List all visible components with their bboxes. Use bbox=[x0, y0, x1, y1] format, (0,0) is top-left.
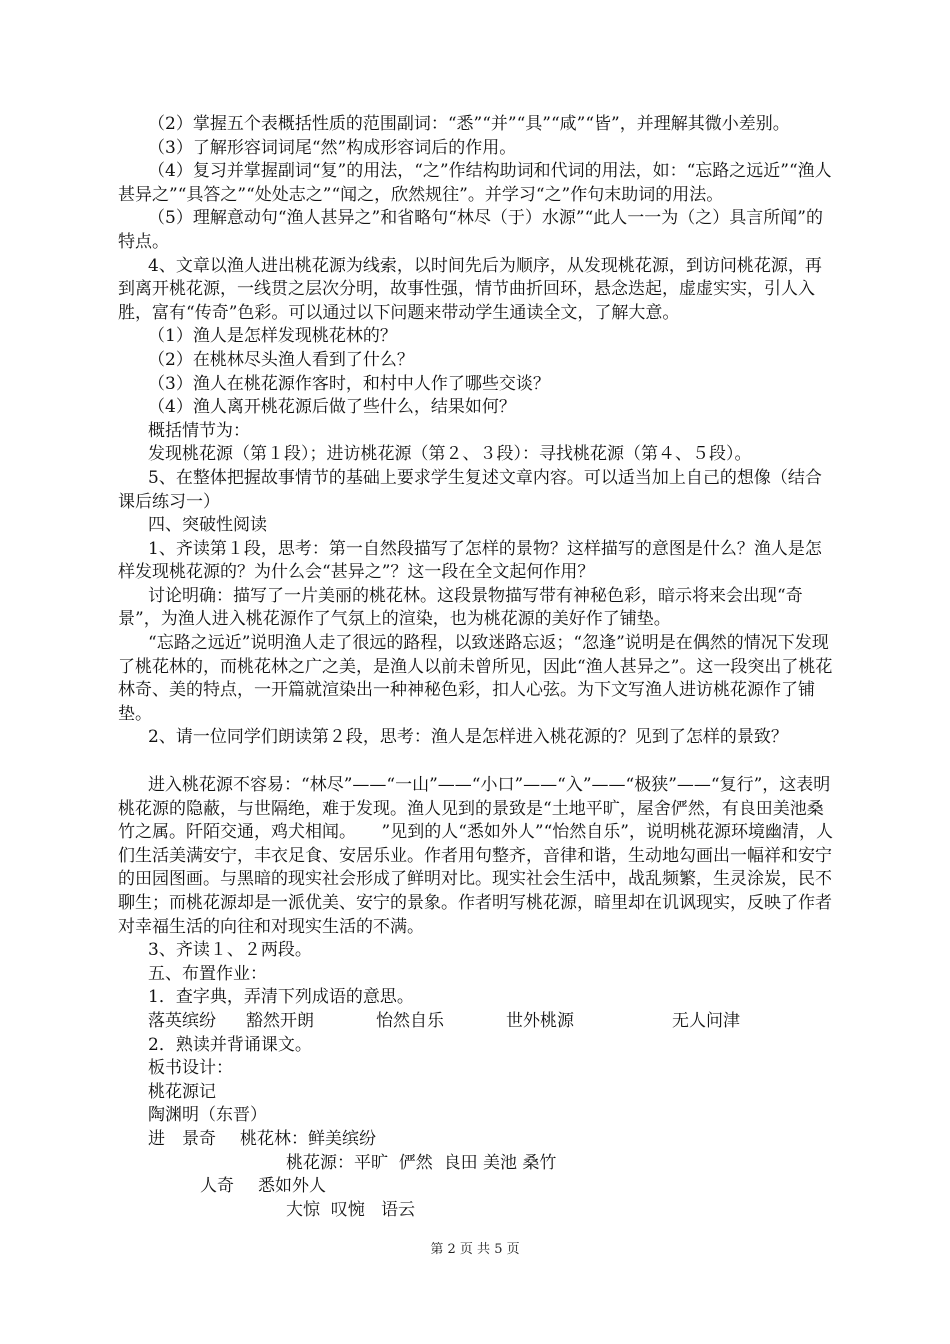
homework-2: 2．熟读并背诵课文。 bbox=[148, 1034, 312, 1055]
homework-1: 1．查字典，弄清下列成语的意思。 bbox=[148, 987, 414, 1008]
idiom-item: 豁然开朗 bbox=[246, 1010, 314, 1031]
plot-summary-label: 概括情节为： bbox=[148, 420, 250, 441]
board-peach-grove: 桃花林：鲜美缤纷 bbox=[240, 1128, 376, 1149]
discussion-2: “忘路之远近”说明渔人走了很远的路程，以致迷路忘返；“忽逢”说明是在偶然的情况下发现了桃花林的，而桃花林之广之美，是渔人以前未曾所见，因此“渔人甚异之”。这一段突出了桃花林奇、美的特点，一开篇就渲染出一种神秘色彩，扣人心弦。为下文写渔人进访桃花源作了铺垫。 bbox=[118, 633, 833, 724]
document-body bbox=[118, 113, 838, 1222]
page-footer: 第 2 页 共 5 页 bbox=[430, 1242, 520, 1257]
board-line-4 bbox=[118, 1199, 838, 1223]
idiom-item: 无人问津 bbox=[672, 1010, 740, 1031]
section-heading-reading: 四、突破性阅读 bbox=[148, 515, 267, 536]
idiom-item: 落英缤纷 bbox=[148, 1010, 216, 1031]
question-2: （2）在桃林尽头渔人看到了什么？ bbox=[148, 349, 414, 370]
discussion-1: 讨论明确：描写了一片美丽的桃花林。这段景物描写带有神秘色彩，暗示将来会出现“奇景”，为渔人进入桃花源作了气氛上的渲染，也为桃花源的美好作了铺垫。 bbox=[118, 585, 803, 630]
section-heading-homework: 五、布置作业： bbox=[148, 963, 267, 984]
board-line-3 bbox=[118, 1175, 838, 1199]
reading-task-3: 3、齐读１、２两段。 bbox=[148, 940, 312, 961]
board-title: 桃花源记 bbox=[148, 1081, 216, 1102]
board-author: 陶渊明（东晋） bbox=[148, 1105, 267, 1126]
board-scene-label: 进 景奇 bbox=[148, 1128, 216, 1149]
paragraph-sentence-types: （5）理解意动句“渔人甚异之”和省略句“林尽（于）水源”“此人一一为（之）具言所闻”的特点。 bbox=[118, 208, 823, 252]
plot-summary: 发现桃花源（第１段）；进访桃花源（第２、３段）：寻找桃花源（第４、５段）。 bbox=[148, 444, 752, 465]
paragraph-fu-zhi: （4）复习并掌握副词“复”的用法，“之”作结构助词和代词的用法，如：“忘路之远近”“渔人甚异之”“具答之”“处处志之”“闻之，欣然规往”。并学习“之”作句末助词的用法。 bbox=[118, 161, 832, 205]
board-people-desc: 悉如外人 bbox=[258, 1176, 326, 1197]
paragraph-clue: 4、文章以渔人进出桃花源为线索，以时间先后为顺序，从发现桃花源，到访问桃花源，再到离开桃花源，一线贯之层次分明，故事性强，情节曲折回环，悬念迭起，虚虚实实，引人入胜，富有“传奇”色彩。可以通过以下问题来带动学生通读全文，了解大意。 bbox=[118, 255, 822, 323]
question-3: （3）渔人在桃花源作客时，和村中人作了哪些交谈？ bbox=[148, 373, 550, 394]
paragraph-adverbs: （2）掌握五个表概括性质的范围副词：“悉”“并”“具”“咸”“皆”，并理解其微小差别。 bbox=[148, 114, 790, 134]
board-reaction: 大惊 叹惋 语云 bbox=[286, 1199, 416, 1220]
idiom-item: 世外桃源 bbox=[506, 1010, 574, 1031]
board-heading: 板书设计： bbox=[148, 1058, 233, 1079]
question-1: （1）渔人是怎样发现桃花林的？ bbox=[148, 326, 397, 347]
question-4: （4）渔人离开桃花源后做了些什么，结果如何？ bbox=[148, 397, 516, 418]
idiom-list bbox=[118, 1010, 838, 1034]
board-people-label: 人奇 bbox=[200, 1176, 234, 1197]
board-line-1 bbox=[118, 1128, 838, 1152]
reading-task-2: 2、请一位同学们朗读第２段，思考：渔人是怎样进入桃花源的？见到了怎样的景致？ bbox=[148, 727, 788, 748]
paragraph-ran: （3）了解形容词词尾“然”构成形容词后的作用。 bbox=[148, 137, 517, 158]
discussion-3: 进入桃花源不容易：“林尽”——“一山”——“小口”——“入”——“极狭”——“复行”，这表明桃花源的隐蔽，与世隔绝，难于发现。渔人见到的景致是“土地平旷，屋舍俨然，有良田美池桑竹之属。阡陌交通，鸡犬相闻。 ”见到的人“悉如外人”“怡然自乐”，说明桃花源环境幽清，人们生活美满安宁，丰衣足食、安居乐业。作者用句整齐，音律和谐，生动地勾画出一幅祥和安宁的田园图画。与黑暗的现实社会形成了鲜明对比。现实社会生活中，战乱频繁，生灵涂炭，民不聊生；而桃花源却是一派优美、安宁的景象。作者明写桃花源，暗里却在讥讽现实，反映了作者对幸福生活的向往和对现实生活的不满。 bbox=[118, 775, 833, 937]
reading-task-1: 1、齐读第１段，思考：第一自然段描写了怎样的景物？这样描写的意图是什么？渔人是怎样发现桃花源的？为什么会“甚异之”？这一段在全文起何作用？ bbox=[118, 538, 822, 583]
paragraph-retell: 5、在整体把握故事情节的基础上要求学生复述文章内容。可以适当加上自己的想像（结合课后练习一） bbox=[118, 467, 822, 512]
idiom-item: 怡然自乐 bbox=[376, 1010, 444, 1031]
board-line-2 bbox=[118, 1152, 838, 1176]
board-peach-source: 桃花源：平旷 俨然 良田 美池 桑竹 bbox=[286, 1152, 557, 1173]
spacer bbox=[118, 750, 838, 774]
